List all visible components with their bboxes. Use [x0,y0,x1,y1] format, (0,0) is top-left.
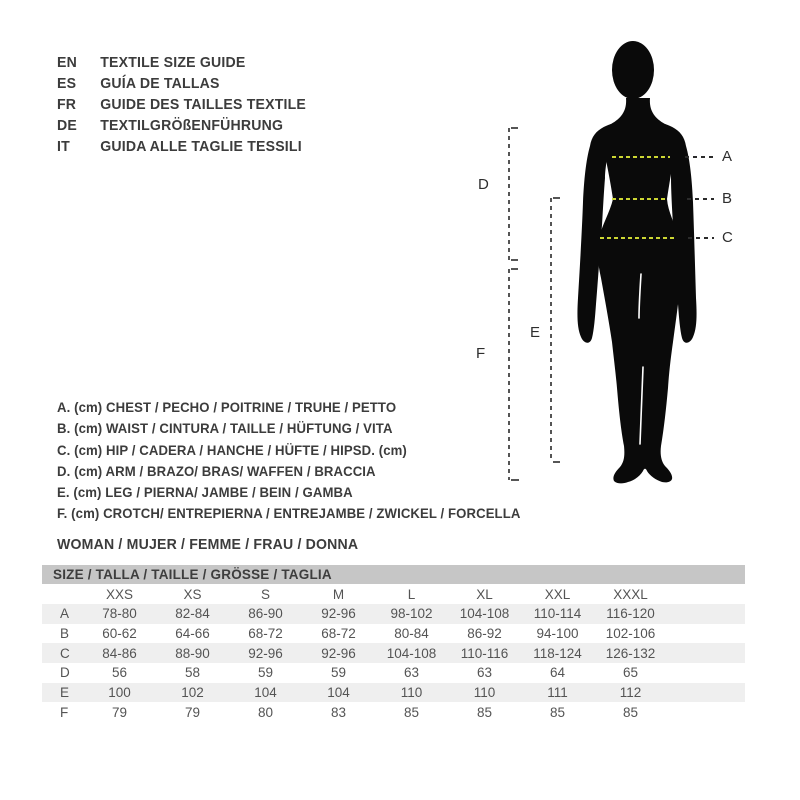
size-cell: 112 [619,685,642,701]
size-cell: 98-102 [390,606,433,622]
size-cell: 78-80 [102,606,137,622]
size-cell: 80-84 [394,626,429,642]
column-header: XXXL [613,586,648,602]
table-row [42,663,745,683]
size-cell: 85 [622,704,639,720]
size-cell: 110-114 [533,606,582,622]
size-cell: 85 [549,704,566,720]
size-cell: 102 [181,685,204,701]
figure-label-chest-a: A [722,148,733,165]
column-header: S [260,586,270,602]
size-cell: 86-90 [248,606,283,622]
figure-label-hip-c: C [722,229,733,246]
language-code: ES [57,75,77,92]
size-cell: 63 [403,665,420,681]
size-cell: 63 [476,665,493,681]
language-row [57,115,306,136]
size-cell: 65 [622,665,639,681]
size-cell: 60-62 [102,626,137,642]
language-code: DE [57,117,77,134]
size-cell: 104 [327,685,350,701]
row-label: F [60,704,69,720]
column-header: XS [183,586,202,602]
size-cell: 110-116 [460,645,509,661]
size-cell: 104-108 [386,645,437,661]
language-row [57,73,306,94]
size-cell: 68-72 [321,626,356,642]
size-cell: 68-72 [248,626,283,642]
language-code: IT [57,138,70,155]
language-label: GUÍA DE TALLAS [100,75,220,92]
legend-item: C. (cm) HIP / CADERA / HANCHE / HÜFTE / HIPSD. (cm) [57,441,407,458]
size-cell: 83 [330,704,347,720]
legend-item: F. (cm) CROTCH/ ENTREPIERNA / ENTREJAMBE / ZWICKEL / FORCELLA [57,505,521,522]
size-cell: 85 [403,704,420,720]
size-cell: 92-96 [321,606,356,622]
language-row [57,136,306,157]
language-code: FR [57,96,77,113]
row-label: C [60,645,70,661]
size-cell: 84-86 [102,645,137,661]
figure-label-leg-e: E [530,324,541,341]
woman-silhouette [577,41,696,483]
size-cell: 104 [254,685,277,701]
size-cell: 104-108 [459,606,510,622]
language-label: GUIDE DES TAILLES TEXTILE [100,96,307,113]
row-label: B [60,626,70,642]
column-header: XL [476,586,493,602]
legend-item: B. (cm) WAIST / CINTURA / TAILLE / HÜFTUNG / VITA [57,420,393,437]
size-cell: 79 [184,704,201,720]
column-header: XXS [105,586,133,602]
size-cell: 79 [111,704,128,720]
figure-label-waist-b: B [722,190,733,207]
size-cell: 64 [549,665,566,681]
size-cell: 80 [257,704,274,720]
size-cell: 100 [108,685,131,701]
row-label: E [60,685,70,701]
size-table-header-band: SIZE / TALLA / TAILLE / GRÖSSE / TAGLIA [42,565,745,584]
size-cell: 88-90 [175,645,210,661]
size-cell: 116-120 [606,606,655,622]
figure-label-arm-d: D [478,176,489,193]
size-cell: 86-92 [467,626,502,642]
size-table [42,565,745,722]
language-title-block [57,52,306,157]
size-cell: 64-66 [175,626,210,642]
size-cell: 82-84 [175,606,210,622]
measurement-legend [57,397,520,525]
table-row [42,624,745,644]
size-cell: 110 [473,685,496,701]
language-label: TEXTILE SIZE GUIDE [100,54,246,71]
legend-item: E. (cm) LEG / PIERNA/ JAMBE / BEIN / GAMBA [57,484,353,501]
size-cell: 56 [111,665,128,681]
language-row [57,52,306,73]
legend-item: A. (cm) CHEST / PECHO / POITRINE / TRUHE / PETTO [57,399,397,415]
table-row [42,604,745,624]
gender-title: WOMAN / MUJER / FEMME / FRAU / DONNA [57,536,359,553]
size-cell: 59 [330,665,347,681]
figure-label-crotch-f: F [476,345,486,362]
column-header: M [332,586,345,602]
size-table-body [42,604,745,722]
size-cell: 118-124 [533,645,582,661]
column-header: XXL [544,586,571,602]
size-cell: 111 [547,685,568,701]
row-label: A [60,606,70,622]
size-cell: 126-132 [605,645,656,661]
size-cell: 59 [257,665,274,681]
table-row [42,683,745,703]
size-cell: 58 [184,665,201,681]
row-label: D [60,665,70,681]
size-cell: 92-96 [248,645,283,661]
size-column-header-row [42,584,745,604]
size-cell: 110 [400,685,423,701]
table-row [42,643,745,663]
size-cell: 92-96 [321,645,356,661]
language-label: TEXTILGRÖßENFÜHRUNG [100,117,284,134]
language-row [57,94,306,115]
size-cell: 102-106 [605,626,656,642]
language-code: EN [57,54,77,71]
legend-item: D. (cm) ARM / BRAZO/ BRAS/ WAFFEN / BRACCIA [57,462,376,479]
language-label: GUIDA ALLE TAGLIE TESSILI [100,138,302,155]
column-header: L [407,586,416,602]
size-cell: 85 [476,704,493,720]
size-cell: 94-100 [536,626,579,642]
table-row [42,702,745,722]
